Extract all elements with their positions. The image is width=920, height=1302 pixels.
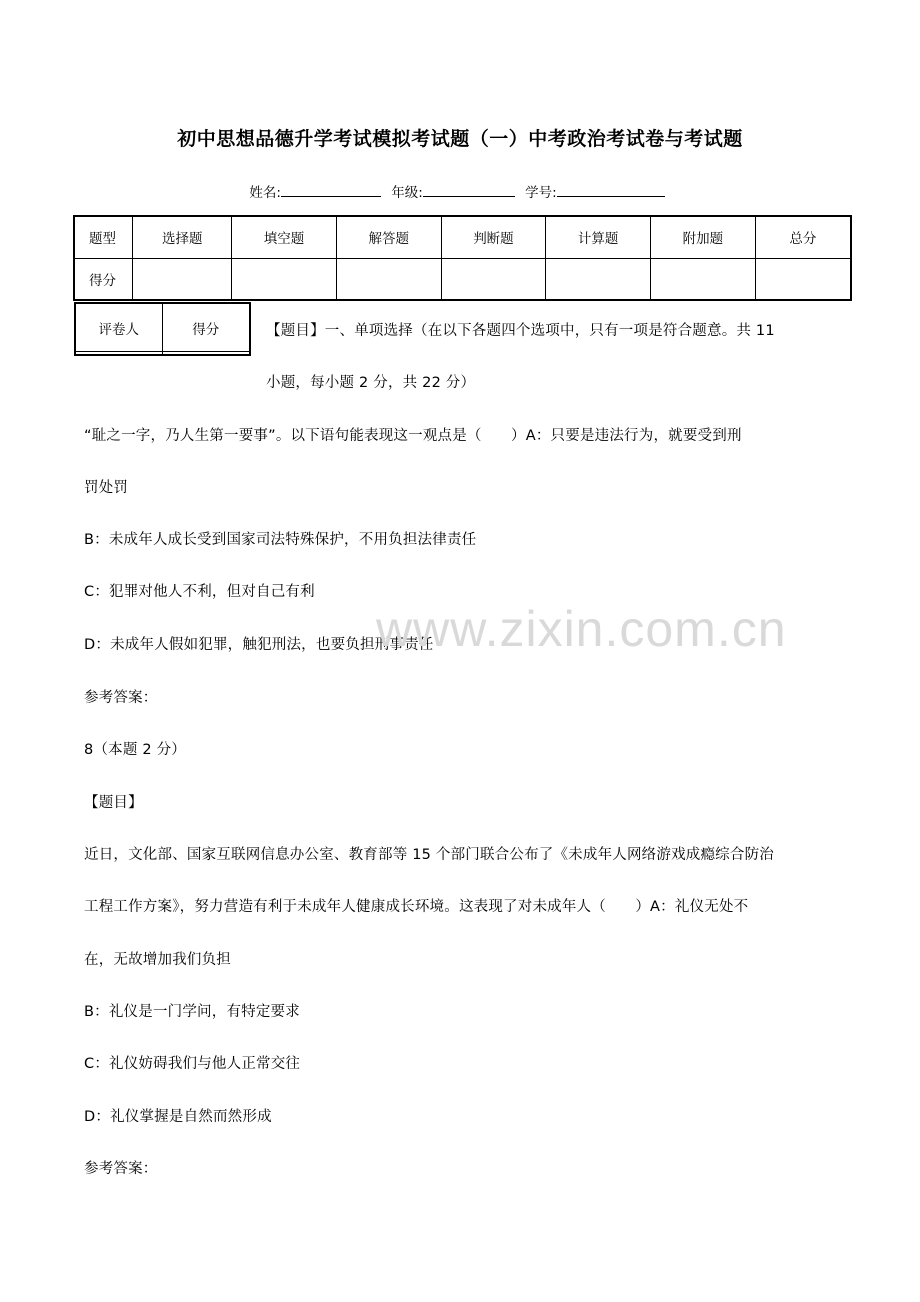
grade-label: 年级:: [391, 185, 423, 201]
score-cell: [651, 258, 756, 300]
q7-option-c: C：犯罪对他人不利，但对自己有利: [84, 584, 315, 600]
section-instruction-line1: 【题目】一、单项选择（在以下各题四个选项中，只有一项是符合题意。共 11: [266, 323, 775, 339]
q7-option-d: D：未成年人假如犯罪，触犯刑法，也要负担刑事责任: [84, 637, 434, 653]
score-header-cell: 判断题: [441, 216, 546, 258]
grader-header-row: [75, 303, 250, 352]
page-title: 初中思想品德升学考试模拟考试题（一）中考政治考试卷与考试题: [177, 128, 743, 150]
score-row-label: 得分: [74, 258, 133, 300]
q7-stem-line1: “耻之一字，乃人生第一要事”。以下语句能表现这一观点是（ ）A：只要是违法行为，就要受到刑: [84, 428, 742, 444]
q8-heading: 8（本题 2 分）: [84, 742, 186, 758]
q8-answer-label: 参考答案：: [84, 1161, 158, 1177]
score-header-cell: 总分: [755, 216, 851, 258]
grader-header-cell: 得分: [162, 303, 250, 352]
q8-option-d: D：礼仪掌握是自然而然形成: [84, 1109, 272, 1125]
score-header-cell: 附加题: [651, 216, 756, 258]
score-header-cell: 题型: [74, 216, 133, 258]
q8-option-b: B：礼仪是一门学问，有特定要求: [84, 1004, 300, 1020]
section-instruction-line2: 小题，每小题 2 分，共 22 分）: [266, 375, 476, 391]
score-header-cell: 选择题: [133, 216, 232, 258]
score-cell: [441, 258, 546, 300]
name-label: 姓名:: [249, 185, 281, 201]
grader-empty-row: [75, 352, 250, 355]
grader-header-cell: 评卷人: [75, 303, 162, 352]
score-table: [73, 215, 852, 301]
score-header-cell: 解答题: [336, 216, 441, 258]
q7-answer-label: 参考答案：: [84, 690, 158, 706]
grader-cell: [162, 352, 250, 355]
q8-tag: 【题目】: [84, 795, 143, 811]
score-table-header-row: [74, 216, 851, 258]
watermark-text: www.zixin.com.cn: [376, 601, 787, 657]
q7-option-b: B：未成年人成长受到国家司法特殊保护，不用负担法律责任: [84, 532, 477, 548]
q7-stem-line2: 罚处罚: [84, 480, 129, 496]
id-label: 学号:: [525, 185, 557, 201]
q8-stem-line2: 工程工作方案》，努力营造有利于未成年人健康成长环境。这表现了对未成年人（ ）A：礼仪无处不: [84, 899, 749, 915]
grade-blank: [423, 183, 515, 197]
score-header-cell: 填空题: [232, 216, 337, 258]
q8-stem-line1: 近日，文化部、国家互联网信息办公室、教育部等 15 个部门联合公布了《未成年人网络游戏成瘾综合防治: [84, 847, 774, 863]
score-cell: [755, 258, 851, 300]
q8-option-c: C：礼仪妨碍我们与他人正常交往: [84, 1056, 301, 1072]
score-table-score-row: [74, 258, 851, 300]
name-blank: [281, 183, 381, 197]
grader-table: [74, 302, 251, 356]
score-cell: [232, 258, 337, 300]
score-header-cell: 计算题: [546, 216, 651, 258]
student-info: [0, 181, 920, 201]
score-cell: [546, 258, 651, 300]
grader-cell: [75, 352, 162, 355]
score-cell: [133, 258, 232, 300]
q8-stem-line3: 在，无故增加我们负担: [84, 952, 231, 968]
id-blank: [557, 183, 665, 197]
score-cell: [336, 258, 441, 300]
